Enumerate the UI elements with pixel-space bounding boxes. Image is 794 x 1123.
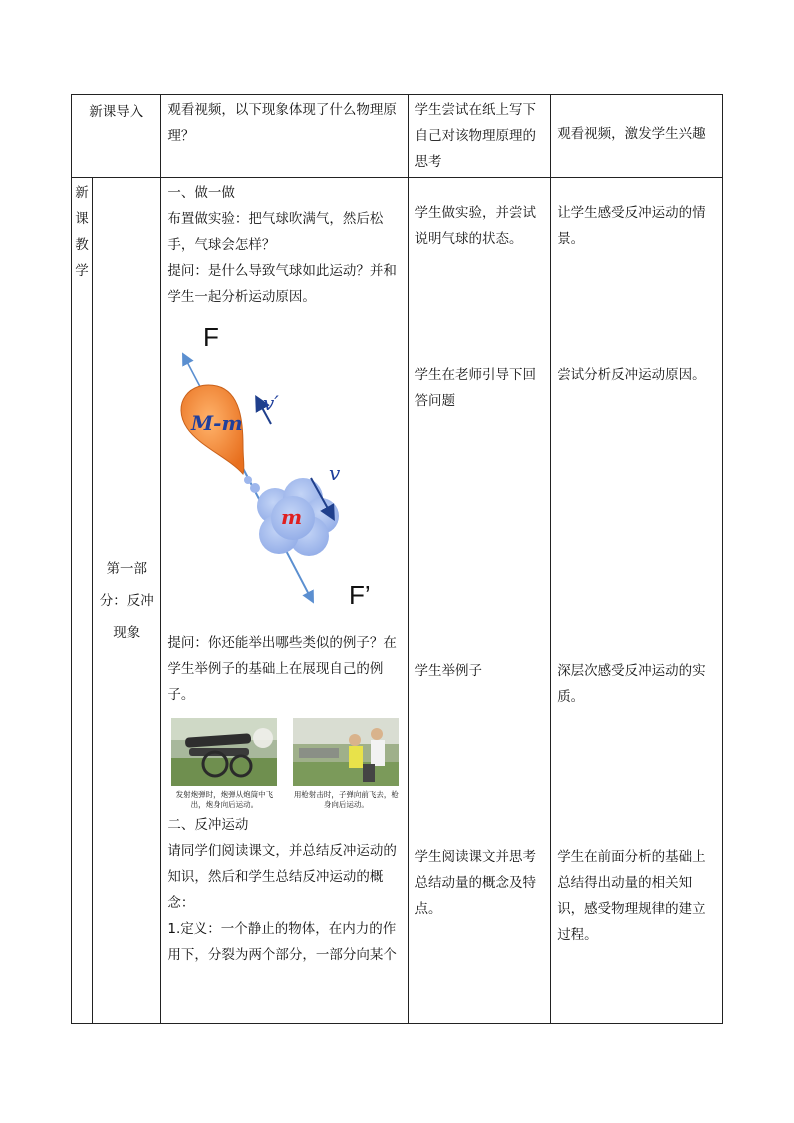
intro-student-cell: 学生尝试在纸上写下自己对该物理原理的思考 — [408, 95, 551, 178]
cloud-puff — [250, 483, 260, 493]
section1-title: 一、做一做 — [167, 185, 235, 201]
part-label-cell — [93, 178, 161, 1024]
section2-title: 二、反冲运动 — [167, 817, 249, 833]
intro-teacher-cell: 观看视频，以下现象体现了什么物理原理？ — [161, 95, 408, 178]
lesson-plan-table — [71, 94, 723, 1024]
stage-char: 课 — [75, 211, 89, 227]
gun-example — [293, 718, 399, 810]
force-top-label: F — [203, 322, 220, 352]
teaching-intent-cell — [551, 178, 723, 1024]
intro-stage-cell: 新课导入 — [72, 95, 161, 178]
example-photos — [171, 718, 401, 810]
photo2-caption: 用枪射击时，子弹向前飞去，枪身向后运动。 — [293, 790, 399, 809]
stage-char: 学 — [75, 263, 89, 279]
setup-text: 布置做实验：把气球吹满气，然后松手，气球会怎样？ — [167, 211, 384, 253]
question1-text: 提问：是什么导致气球如此运动？并和学生一起分析运动原因。 — [167, 263, 397, 305]
student-activity-1: 学生做实验，并尝试说明气球的状态。 — [414, 205, 537, 247]
cannon-image — [171, 718, 277, 786]
velocity-balloon-label: v′ — [263, 391, 280, 415]
teaching-teacher-cell — [161, 178, 408, 1024]
teaching-student-cell — [408, 178, 551, 1024]
intent-4: 学生在前面分析的基础上总结得出动量的相关知识，感受物理规律的建立过程。 — [557, 849, 706, 943]
intent-1: 让学生感受反冲运动的情景。 — [557, 205, 706, 247]
student-activity-2: 学生在老师引导下回答问题 — [414, 367, 537, 409]
stage-char: 教 — [75, 237, 89, 253]
intro-row — [72, 95, 723, 178]
gun-image — [293, 718, 399, 786]
section2-text: 请同学们阅读课文，并总结反冲运动的知识，然后和学生总结反冲运动的概念： — [167, 843, 397, 911]
recoil-diagram — [163, 316, 403, 626]
definition-text: 1.定义：一个静止的物体，在内力的作用下，分裂为两个部分，一部分向某个 — [167, 921, 397, 963]
intent-3: 深层次感受反冲运动的实质。 — [557, 663, 706, 705]
photo1-caption: 发射炮弹时，炮弹从炮筒中飞出，炮身向后运动。 — [175, 790, 274, 809]
balloon-label: M-m — [191, 411, 244, 435]
cloud-label: m — [281, 505, 303, 529]
intent-2: 尝试分析反冲运动原因。 — [557, 367, 706, 383]
teaching-stage-cell — [72, 178, 93, 1024]
student-activity-3: 学生举例子 — [414, 663, 483, 679]
velocity-cloud-label: v — [329, 461, 341, 485]
part-label: 第一部分：反冲现象 — [99, 560, 154, 641]
force-bottom-label: F’ — [349, 580, 372, 610]
stage-char: 新 — [75, 185, 89, 201]
teaching-row — [72, 178, 723, 1024]
question2-text: 提问：你还能举出哪些类似的例子？在学生举例子的基础上在展现自己的例子。 — [167, 635, 397, 703]
student-activity-4: 学生阅读课文并思考总结动量的概念及特点。 — [414, 849, 537, 917]
cannon-example — [171, 718, 277, 810]
cloud-puff — [244, 476, 252, 484]
intro-intent-cell: 观看视频，激发学生兴趣 — [551, 95, 723, 178]
